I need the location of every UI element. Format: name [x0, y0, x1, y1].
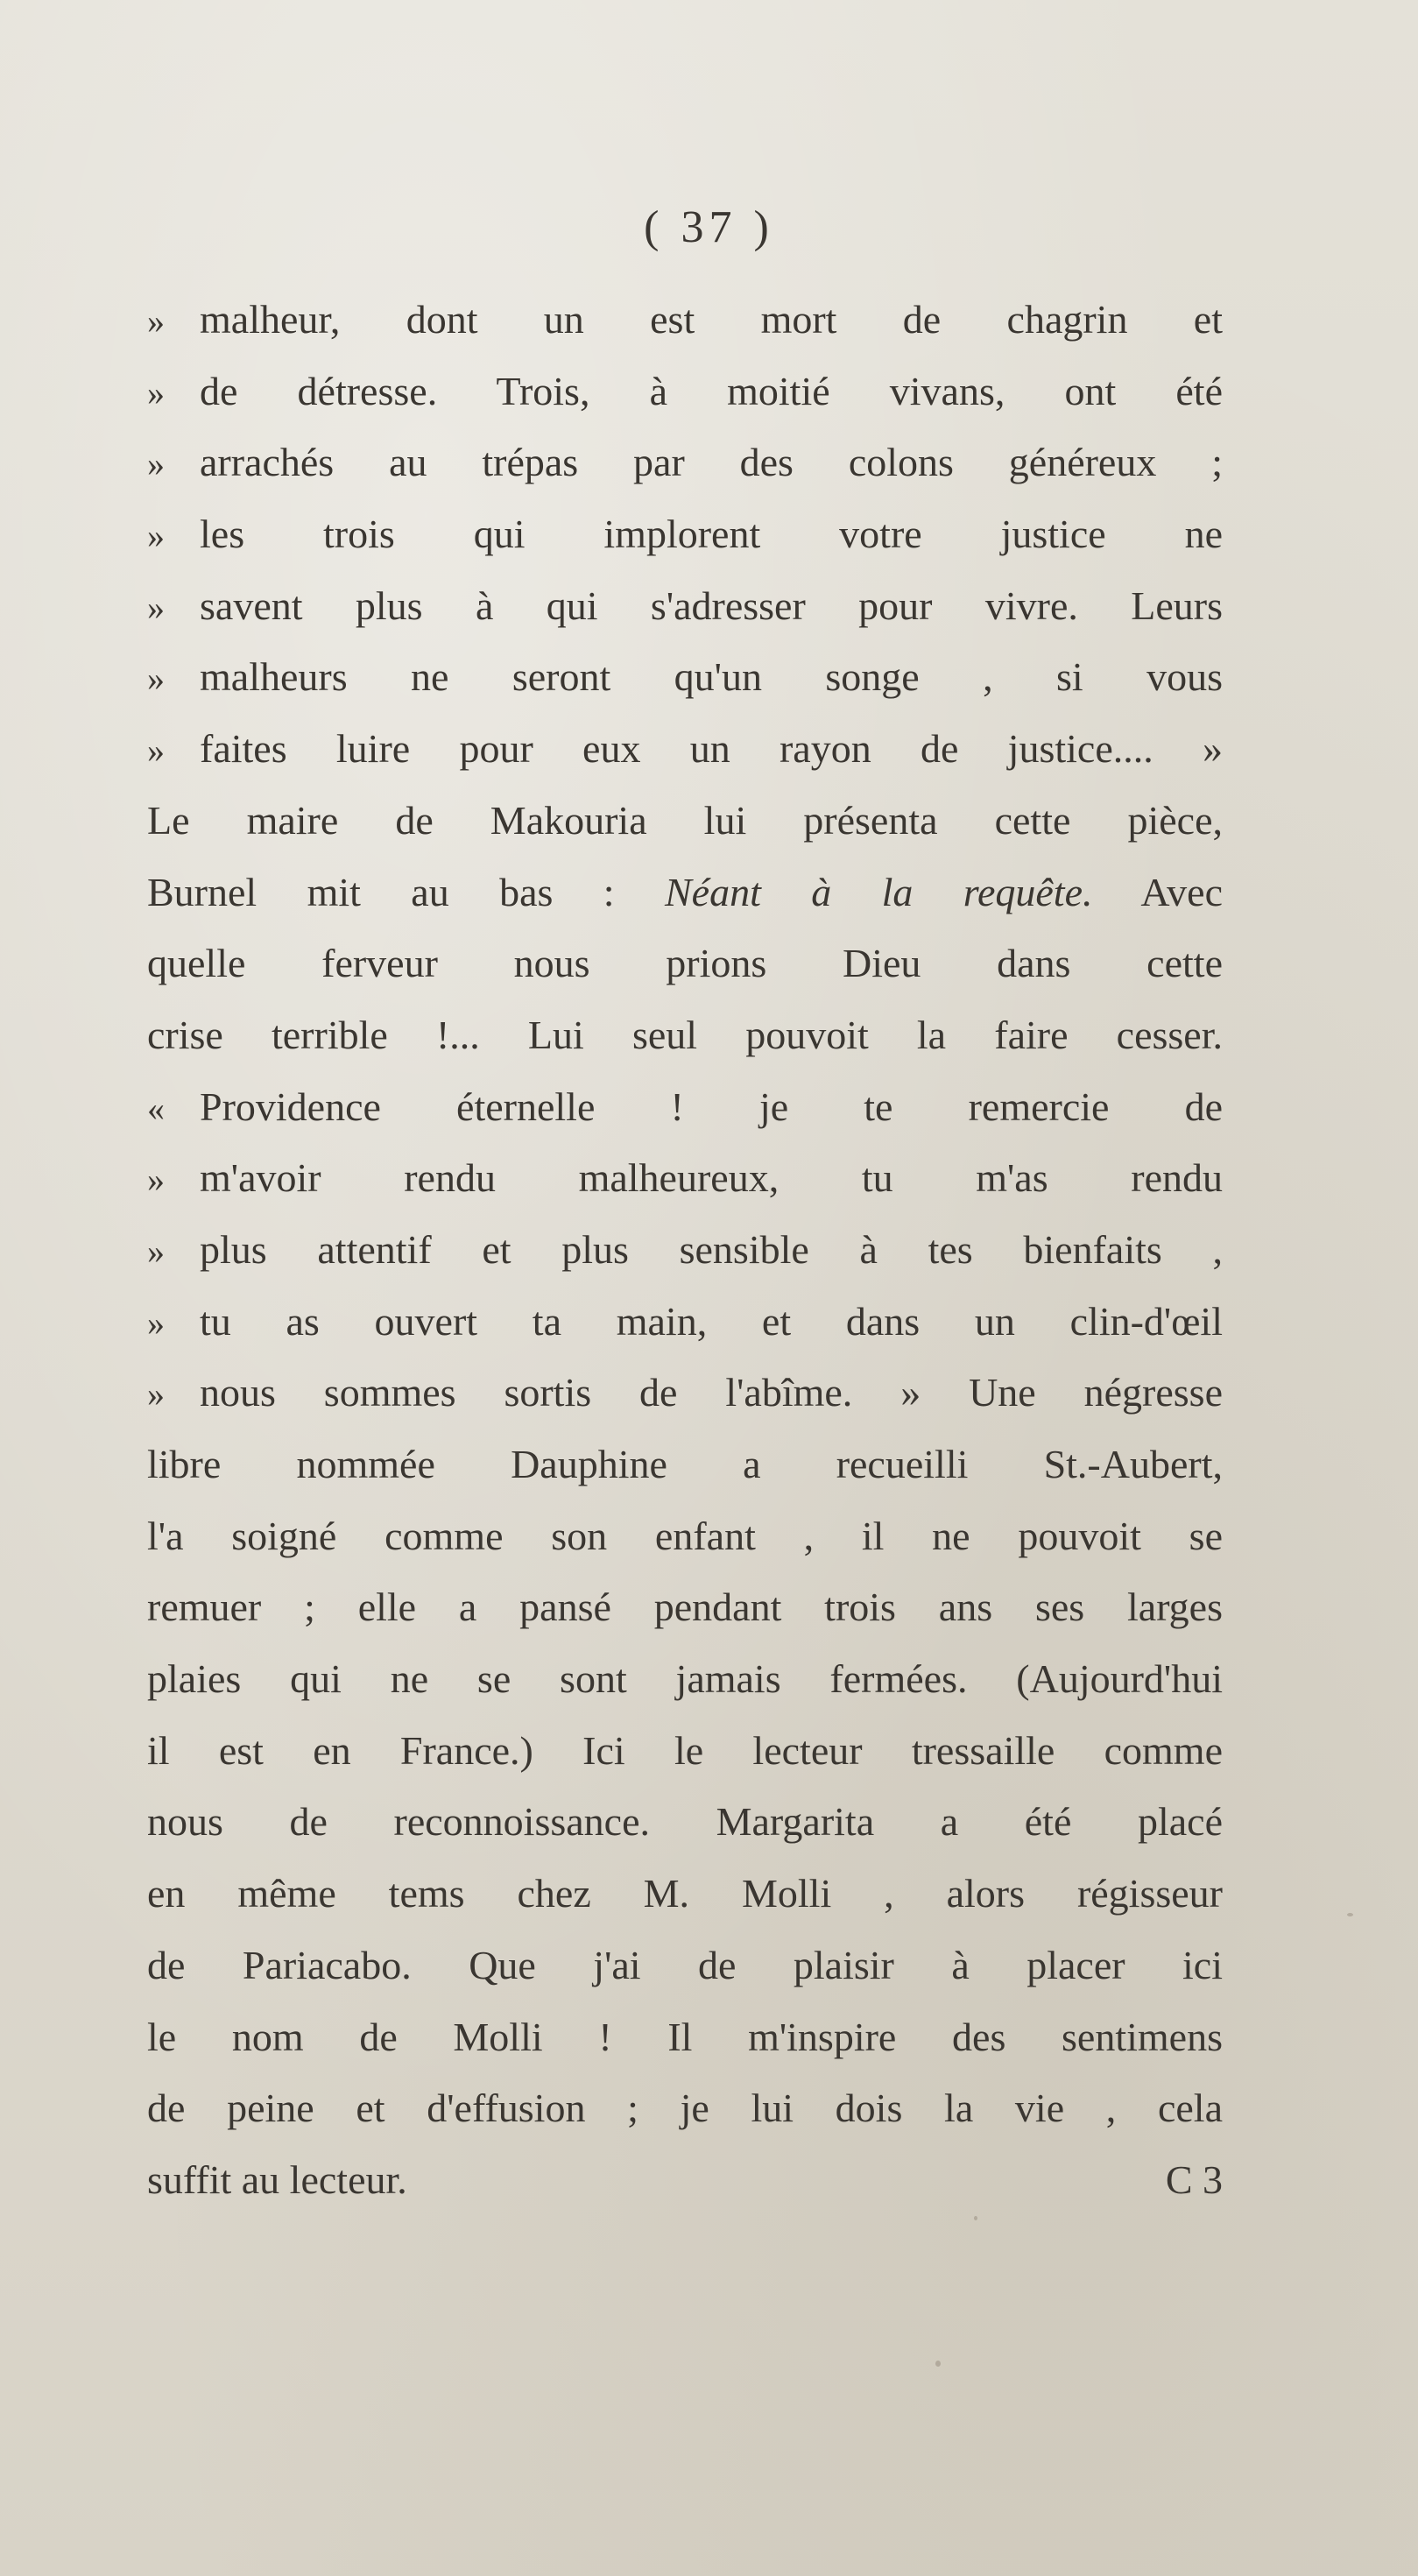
last-line-text: suffit au lecteur.: [147, 2156, 407, 2202]
text-line: [147, 785, 1223, 857]
text-line: [147, 1214, 1223, 1286]
text-line: [147, 570, 1223, 642]
line-text: de Pariacabo. Que j'ai de plaisir à placer ici: [147, 1942, 1223, 1987]
line-text: savent plus à qui s'adresser pour vivre. Leurs: [200, 582, 1223, 628]
line-text: remuer ; elle a pansé pendant trois ans ses larges: [147, 1584, 1223, 1630]
line-text: malheurs ne seront qu'un songe , si vous: [200, 654, 1223, 700]
quote-mark: »: [147, 587, 165, 627]
quote-mark: »: [147, 1160, 165, 1200]
quote-mark: »: [147, 1231, 165, 1271]
line-text: quelle ferveur nous prions Dieu dans cette: [147, 941, 1223, 986]
text-block: [147, 284, 1223, 2216]
text-line: [147, 1643, 1223, 1715]
text-line: [147, 1930, 1223, 2001]
line-text: les trois qui implorent votre justice ne: [200, 512, 1223, 557]
line-text: libre nommée Dauphine a recueilli St.-Aubert,: [147, 1442, 1223, 1486]
line-text: nous sommes sortis de l'abîme. » Une négresse: [200, 1370, 1223, 1415]
text-line: [147, 928, 1223, 999]
quote-mark: »: [147, 444, 165, 484]
line-text: l'a soigné comme son enfant , il ne pouvoit se: [147, 1513, 1223, 1558]
line-text: Providence éternelle ! je te remercie de: [200, 1083, 1223, 1129]
line-text: tu as ouvert ta main, et dans un clin-d'œil: [200, 1298, 1223, 1344]
quote-mark: «: [147, 1088, 165, 1128]
text-line: [147, 1858, 1223, 1930]
line-text: le nom de Molli ! Il m'inspire des sentimens: [147, 2014, 1223, 2059]
quote-mark: »: [147, 1302, 165, 1343]
text-line: [147, 1571, 1223, 1643]
line-text: arrachés au trépas par des colons généreux ;: [200, 440, 1223, 485]
line-text: de détresse. Trois, à moitié vivans, ont été: [200, 368, 1223, 413]
text-line: [147, 427, 1223, 498]
text-line: [147, 2001, 1223, 2073]
line-text: de peine et d'effusion ; je lui dois la vie , cela: [147, 2086, 1223, 2131]
text-line: [147, 1500, 1223, 1572]
quote-mark: »: [147, 730, 165, 771]
text-line: [147, 1786, 1223, 1858]
line-text: plus attentif et plus sensible à tes bienfaits ,: [200, 1226, 1223, 1272]
line-text: en même tems chez M. Molli , alors régisseur: [147, 1871, 1223, 1916]
paper-spot: [935, 2361, 941, 2367]
signature-mark: C 3: [1165, 2156, 1223, 2202]
line-text: crise terrible !... Lui seul pouvoit la faire cesser.: [147, 1012, 1223, 1057]
line-text: [147, 2144, 1223, 2216]
page-number: ( 37 ): [644, 202, 774, 252]
line-text: faites luire pour eux un rayon de justice.... »: [200, 726, 1223, 772]
quote-mark: »: [147, 1374, 165, 1415]
line-text: il est en France.) Ici le lecteur tressaille comme: [147, 1727, 1223, 1773]
text-line: [147, 1071, 1223, 1143]
line-text: nous de reconnoissance. Margarita a été placé: [147, 1799, 1223, 1845]
text-line: [147, 713, 1223, 785]
text-line: [147, 1429, 1223, 1500]
text-line: [147, 498, 1223, 570]
paper-spot: [974, 2216, 977, 2220]
italic-quote: Néant à la requête.: [664, 869, 1093, 914]
line-text: [147, 857, 1223, 928]
quote-mark: »: [147, 301, 165, 341]
line-text: malheur, dont un est mort de chagrin et: [200, 297, 1223, 342]
line-text: m'avoir rendu malheureux, tu m'as rendu: [200, 1155, 1223, 1201]
text-line: [147, 2144, 1223, 2216]
quote-mark: »: [147, 659, 165, 699]
quote-mark: »: [147, 516, 165, 556]
text-line: [147, 284, 1223, 356]
line-text: Le maire de Makouria lui présenta cette pièce,: [147, 797, 1223, 843]
quote-mark: »: [147, 372, 165, 413]
text-line: [147, 857, 1223, 928]
line-text-after: Avec: [1092, 869, 1223, 914]
paper-spot: [1347, 1913, 1353, 1916]
text-line: [147, 1286, 1223, 1358]
text-line: [147, 1715, 1223, 1787]
text-line: [147, 2072, 1223, 2144]
line-text: plaies qui ne se sont jamais fermées. (Aujourd'hui: [147, 1656, 1223, 1702]
line-text-before: Burnel mit au bas :: [147, 869, 665, 914]
text-line: [147, 1357, 1223, 1429]
text-line: [147, 1142, 1223, 1214]
text-line: [147, 999, 1223, 1071]
text-line: [147, 356, 1223, 427]
text-line: [147, 641, 1223, 713]
